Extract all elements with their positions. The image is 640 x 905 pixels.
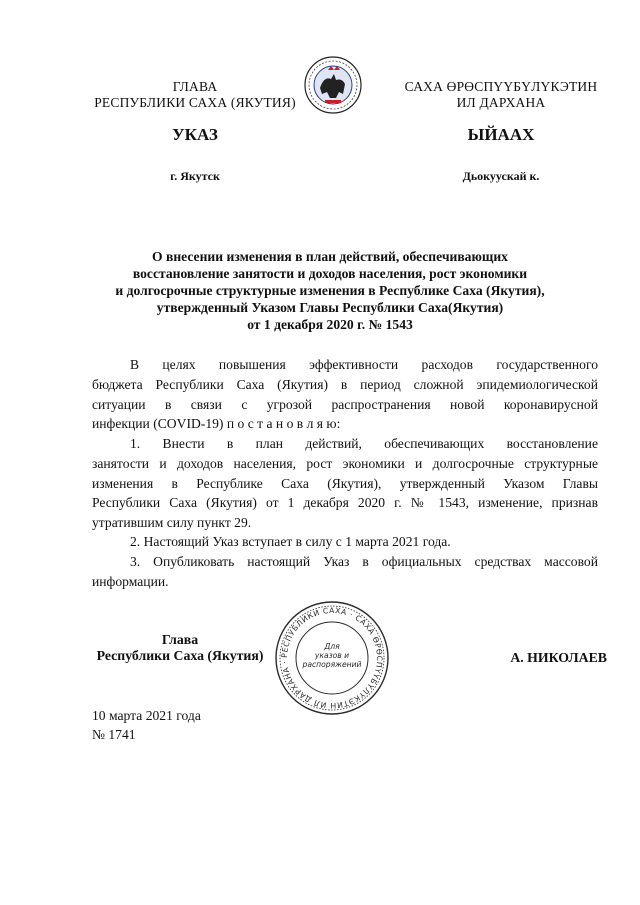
document-number: № 1741 — [92, 727, 136, 742]
header-right-line1: САХА ӨРӨСПҮҮБҮЛҮКЭТИН — [404, 79, 598, 94]
body-line: изменения в Республике Саха (Якутия), утвержденный Указом Главы — [92, 476, 598, 491]
body-line — [92, 414, 598, 434]
stamp-center-text — [302, 642, 362, 669]
header-left-line2: РЕСПУБЛИКИ САХА (ЯКУТИЯ) — [94, 95, 296, 110]
title-line-5: от 1 декабря 2020 г. № 1543 — [247, 317, 413, 332]
header-left — [80, 79, 310, 111]
body-line: информации. — [92, 574, 169, 589]
city-right: Дьокуускай к. — [462, 169, 540, 183]
signature-role-line2: Республики Саха (Якутия) — [96, 648, 264, 663]
stamp-ring-text: РЕСПУБЛИКИ САХА · САХА ӨРӨСПҮҮБҮЛҮКЭТИН ИЛ ДАРХАНА · — [279, 605, 385, 711]
body-line: 3. Опубликовать настоящий Указ в официальных средствах массовой — [130, 554, 598, 569]
city-left: г. Якутск — [170, 169, 220, 183]
body-line: занятости и доходов населения, рост экономики и долгосрочные структурные — [92, 456, 598, 471]
body-line: 2. Настоящий Указ вступает в силу с 1 марта 2021 года. — [130, 534, 451, 549]
official-stamp — [274, 600, 390, 716]
signature-role — [92, 632, 268, 664]
body-line: утратившим силу пункт 29. — [92, 515, 252, 530]
stamp-center-line3: распоряжений — [302, 660, 362, 669]
decree-word: п о с т а н о в л я ю: — [226, 416, 341, 431]
body-line: Республики Саха (Якутия) от 1 декабря 2020 г. № 1543, изменение, признав — [92, 495, 598, 510]
signatory-name: А. НИКОЛАЕВ — [510, 650, 607, 665]
doc-type-left: УКАЗ — [172, 125, 218, 144]
body-line: 1. Внести в план действий, обеспечивающих восстановление — [130, 436, 598, 451]
coat-of-arms-emblem — [298, 54, 368, 116]
header-right — [376, 79, 626, 111]
title-line-2: восстановление занятости и доходов населения, рост экономики — [132, 266, 528, 281]
title-line-4: утвержденный Указом Главы Республики Саха(Якутия) — [156, 300, 504, 315]
doc-type-right: ЫЙААХ — [467, 125, 535, 144]
signature-role-line1: Глава — [161, 632, 199, 647]
document-footer — [92, 706, 201, 744]
body-line: В целях повышения эффективности расходов государственного — [130, 357, 598, 372]
stamp-center-line2: указов и — [314, 651, 350, 660]
stamp-center-line1: Для — [324, 642, 340, 651]
title-line-1: О внесении изменения в план действий, обеспечивающих — [152, 249, 508, 264]
header-right-line2: ИЛ ДАРХАНА — [456, 95, 546, 110]
body-text: инфекции (COVID-19) — [92, 416, 224, 431]
document-date: 10 марта 2021 года — [92, 708, 201, 723]
title-line-3: и долгосрочные структурные изменения в Республике Саха (Якутия), — [115, 283, 545, 298]
body-line: ситуации в связи с угрозой распространения новой коронавирусной — [92, 397, 598, 412]
body-line: бюджета Республики Саха (Якутия) в период сложной эпидемиологической — [92, 377, 598, 392]
header-left-line1: ГЛАВА — [172, 79, 218, 94]
document-title — [60, 248, 600, 333]
